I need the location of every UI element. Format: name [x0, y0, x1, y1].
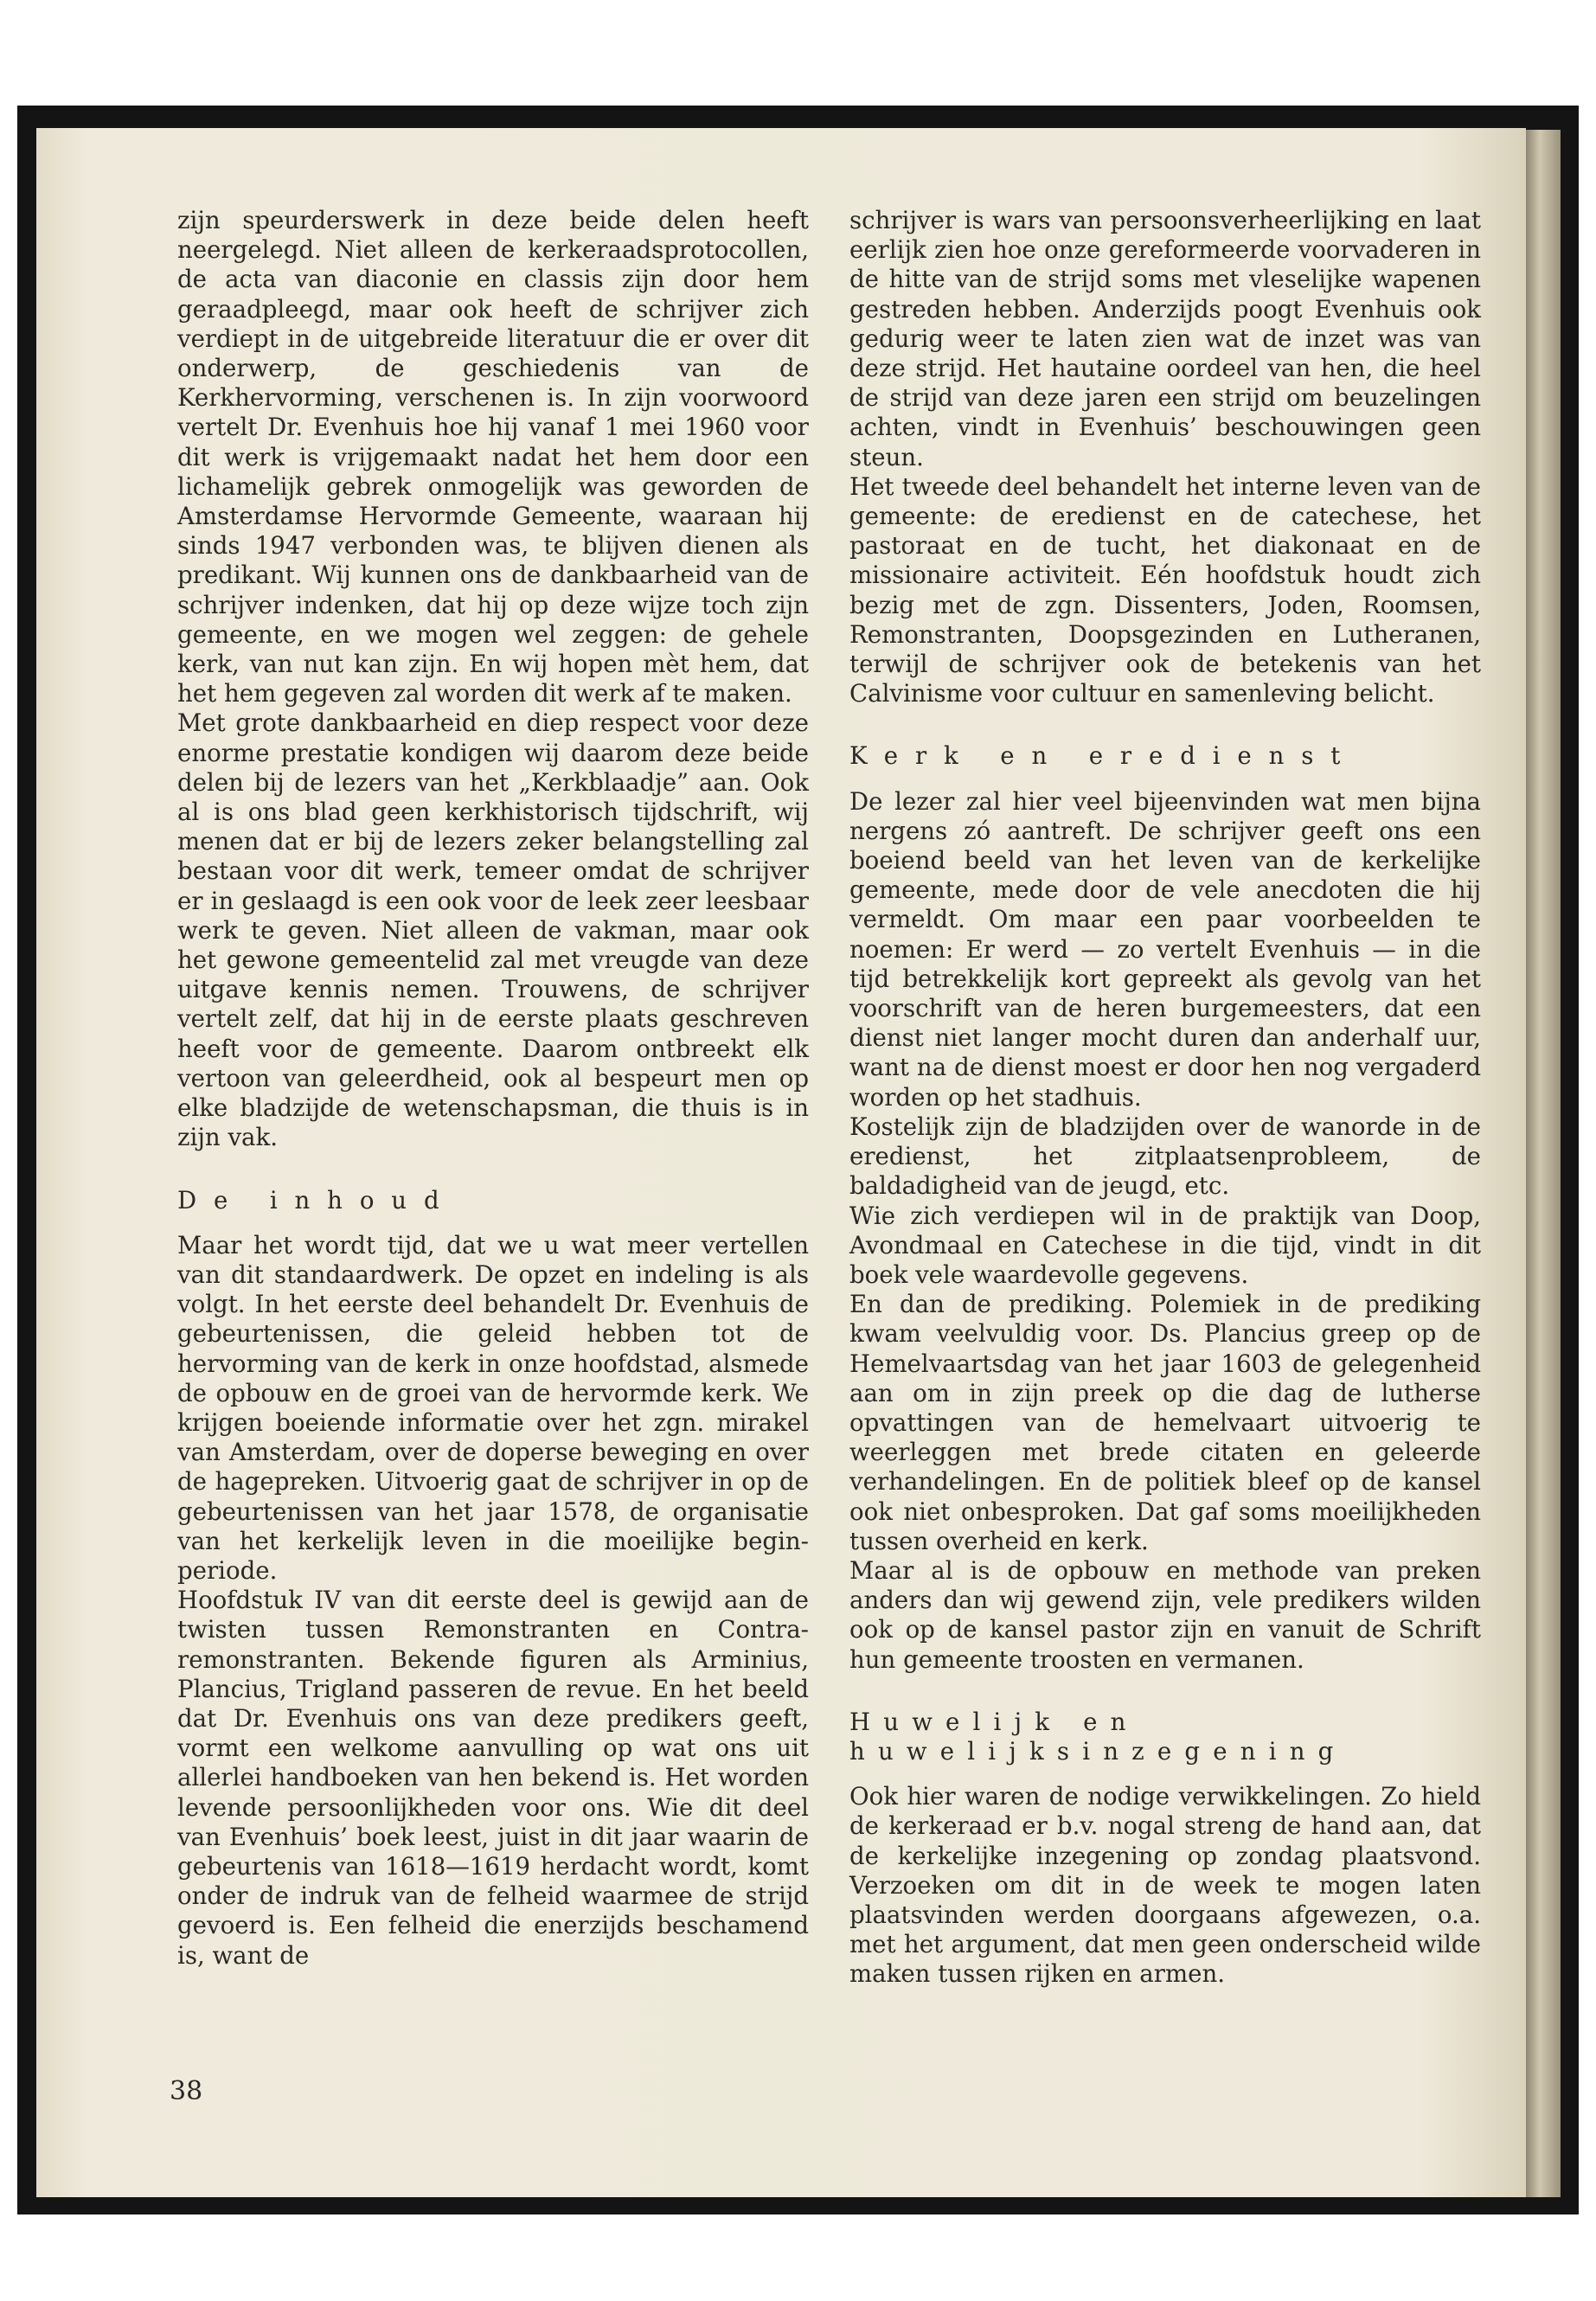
right-paragraph-2: Het tweede deel behandelt het interne leven van de gemeente: de eredienst en de catechese, het pastoraat en de tucht, het diakonaat en de missionaire activiteit. Eén hoofdstuk houdt zich bezig met de zgn. Dissenters, Joden, Roomsen, Remonstranten, Doopsgezinden en Lutheranen, terwijl de schrijver ook de betekenis van het Calvinisme voor cultuur en samenleving belicht. [849, 471, 1481, 708]
right-paragraph-1: schrijver is wars van persoonsverheerlijking en laat eerlijk zien hoe onze gereformeerde voorvaderen in de hitte van de strijd soms met vleselijke wapenen gestreden hebben. Anderzijds poogt Evenhuis ook gedurig weer te laten zien wat de inzet was van deze strijd. Het hautaine oordeel van hen, die heel de strijd van deze jaren een strijd om beuzelingen achten, vindt in Evenhuis’ beschouwingen geen steun. [849, 206, 1481, 471]
right-section1-paragraph-3: Wie zich verdiepen wil in de praktijk van Doop, Avondmaal en Catechese in die tijd, vindt in dit boek vele waardevolle gegevens. [849, 1201, 1481, 1289]
left-section-paragraph-1: Maar het wordt tijd, dat we u wat meer vertellen van dit standaardwerk. De opzet en indeling is als volgt. In het eerste deel behandelt Dr. Evenhuis de gebeurtenissen, die geleid hebben tot de hervorming van de kerk in onze hoofdstad, alsmede de opbouw en de groei van de hervormde kerk. We krijgen boeiende informatie over het zgn. mirakel van Amsterdam, over de doperse beweging en over de hagepreken. Uitvoerig gaat de schrijver in op de gebeurtenissen van het jaar 1578, de organisatie van het kerkelijk leven in die moeilijke beginperiode. [177, 1230, 809, 1585]
section-heading-huwelijk: Huwelijk en huwelijksinzegening [849, 1707, 1347, 1766]
section-heading-kerk-en-eredienst: Kerk en eredienst [849, 741, 1358, 771]
left-section-paragraph-2: Hoofdstuk IV van dit eerste deel is gewijd aan de twisten tussen Remonstranten en Contraremonstranten. Bekende figuren als Arminius, Plancius, Trigland passeren de revue. En het beeld dat Dr. Evenhuis ons van deze predikers geeft, vormt een welkome aanvulling op wat ons uit allerlei handboeken van hen bekend is. Het worden levende persoonlijkheden voor ons. Wie dit deel van Evenhuis’ boek leest, juist in dit jaar waarin de gebeurtenis van 1618—1619 herdacht wordt, komt onder de indruk van de felheid waarmee de strijd gevoerd is. Een felheid die enerzijds beschamend is, want de [177, 1586, 809, 1970]
left-column [177, 206, 809, 1971]
page-number: 38 [170, 2076, 203, 2106]
right-section1-paragraph-4: En dan de prediking. Polemiek in de prediking kwam veelvuldig voor. Ds. Plancius greep op de Hemelvaartsdag van het jaar 1603 de gelegenheid aan om in zijn preek op die dag de lutherse opvattingen van de hemelvaart uitvoerig te weerleggen met brede citaten en geleerde verhandelingen. En de politiek bleef op de kansel ook niet onbesproken. Dat gaf soms moeilijkheden tussen overheid en kerk. [849, 1290, 1481, 1555]
left-paragraph-1: zijn speurderswerk in deze beide delen heeft neergelegd. Niet alleen de kerkeraadsprotocollen, de acta van diaconie en classis zijn door hem geraadpleegd, maar ook heeft de schrijver zich verdiept in de uitgebreide literatuur die er over dit onderwerp, de geschiedenis van de Kerkhervorming, verschenen is. In zijn voorwoord vertelt Dr. Evenhuis hoe hij vanaf 1 mei 1960 voor dit werk is vrijgemaakt nadat het hem door een lichamelijk gebrek onmogelijk was geworden de Amsterdamse Hervormde Gemeente, waaraan hij sinds 1947 verbonden was, te blijven dienen als predikant. Wij kunnen ons de dankbaarheid van de schrijver indenken, dat hij op deze wijze toch zijn gemeente, en we mogen wel zeggen: de gehele kerk, van nut kan zijn. En wij hopen mèt hem, dat het hem gegeven zal worden dit werk af te maken. [177, 206, 809, 708]
right-section1-paragraph-5: Maar al is de opbouw en methode van preken anders dan wij gewend zijn, vele predikers wilden ook op de kansel pastor zijn en vanuit de Schrift hun gemeente troosten en vermanen. [849, 1555, 1481, 1674]
right-section1-paragraph-1: De lezer zal hier veel bijeenvinden wat men bijna nergens zó aantreft. De schrijver geeft ons een boeiend beeld van het leven van de kerkelijke gemeente, mede door de vele anecdoten die hij vermeldt. Om maar een paar voorbeelden te noemen: Er werd — zo vertelt Evenhuis — in die tijd betrekkelijk kort gepreekt als gevolg van het voorschrift van de heren burgemeesters, dat een dienst niet langer mocht duren dan anderhalf uur, want na de dienst moest er door hen nog vergaderd worden op het stadhuis. [849, 786, 1481, 1112]
right-section1-paragraph-2: Kostelijk zijn de bladzijden over de wanorde in de eredienst, het zitplaatsenprobleem, de baldadigheid van de jeugd, etc. [849, 1112, 1481, 1201]
left-paragraph-2: Met grote dankbaarheid en diep respect voor deze enorme prestatie kondigen wij daarom deze beide delen bij de lezers van het „Kerkblaadje” aan. Ook al is ons blad geen kerkhistorisch tijdschrift, wij menen dat er bij de lezers zeker belangstelling zal bestaan voor dit werk, temeer omdat de schrijver er in geslaagd is een ook voor de leek zeer leesbaar werk te geven. Niet alleen de vakman, maar ook het gewone gemeentelid zal met vreugde van deze uitgave kennis nemen. Trouwens, de schrijver vertelt zelf, dat hij in de eerste plaats geschreven heeft voor de gemeente. Daarom ontbreekt elk vertoon van geleerdheid, ook al bespeurt men op elke bladzijde de wetenschapsman, die thuis is in zijn vak. [177, 708, 809, 1152]
right-column [849, 206, 1481, 1990]
right-section2-paragraph-1: Ook hier waren de nodige verwikkelingen. Zo hield de kerkeraad er b.v. nogal streng de hand aan, dat de kerkelijke inzegening op zondag plaatsvond. Verzoeken om dit in de week te mogen laten plaatsvinden werden doorgaans afgewezen, o.a. met het argument, dat men geen onderscheid wilde maken tussen rijken en armen. [849, 1782, 1481, 1989]
book-spine-edge [1526, 130, 1561, 2197]
section-heading-de-inhoud: De inhoud [177, 1185, 457, 1215]
